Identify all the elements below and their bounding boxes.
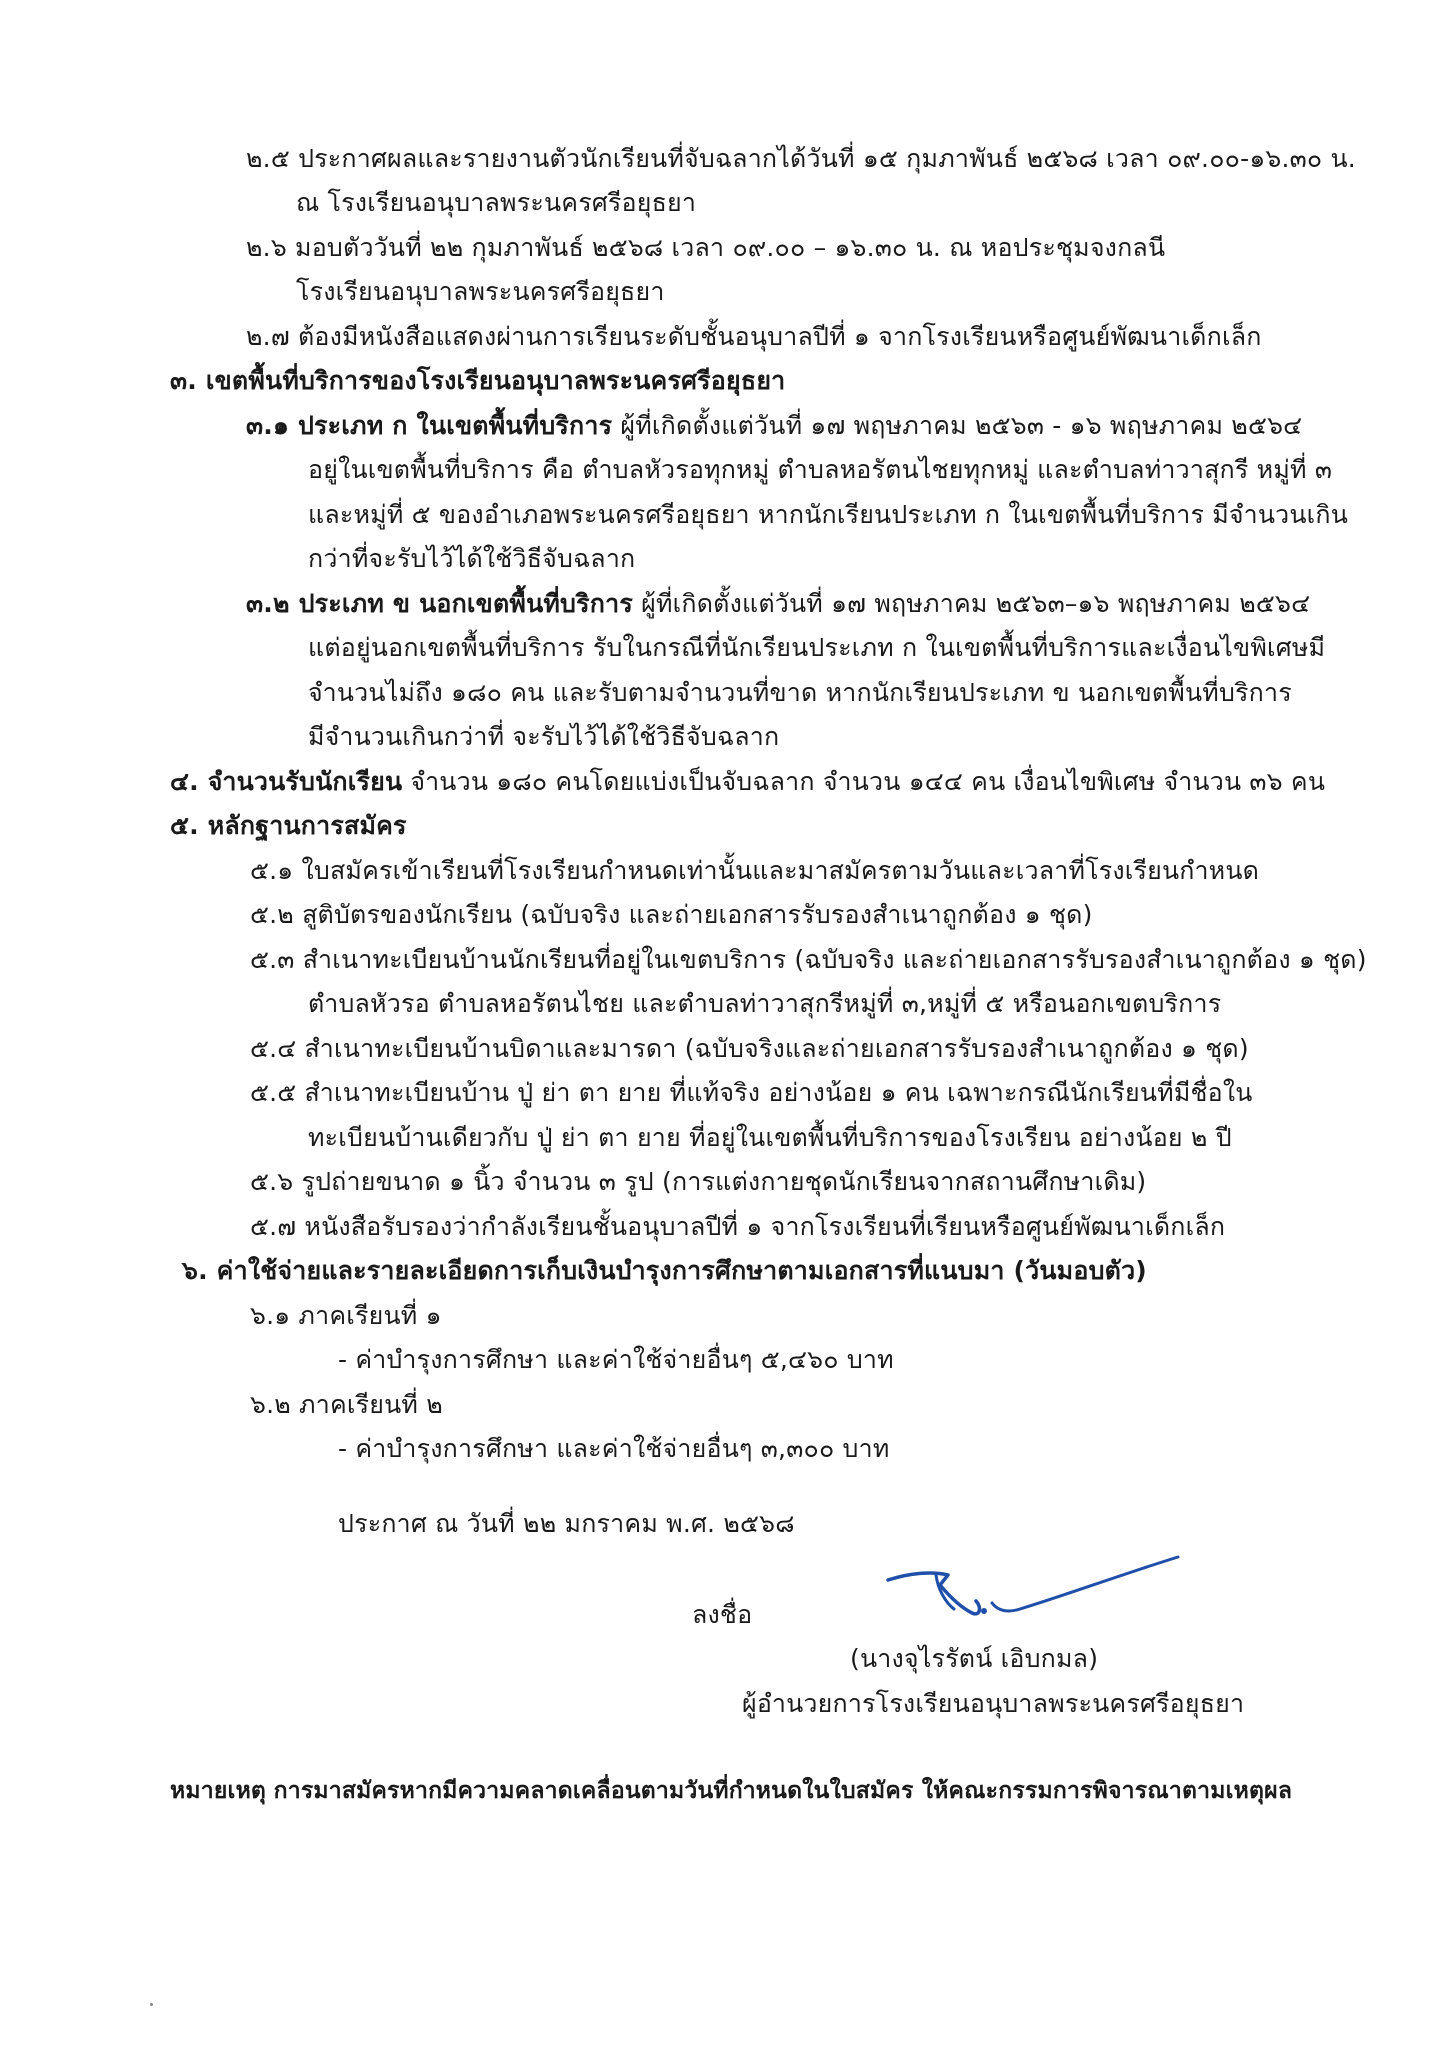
item-3-1-line-3: และหมู่ที่ ๕ ของอำเภอพระนครศรีอยุธยา หากนักเรียนประเภท ก ในเขตพื้นที่บริการ มีจำนวนเกิน xyxy=(308,500,1349,529)
section-4-text: จำนวน ๑๘๐ คนโดยแบ่งเป็นจับฉลาก จำนวน ๑๔๔ คน เงื่อนไขพิเศษ จำนวน ๓๖ คน xyxy=(410,767,1326,796)
item-2-6-line-2: โรงเรียนอนุบาลพระนครศรีอยุธยา xyxy=(296,277,665,306)
item-5-1: ๕.๑ ใบสมัครเข้าเรียนที่โรงเรียนกำหนดเท่านั้นและมาสมัครตามวันและเวลาที่โรงเรียนกำหนด xyxy=(250,856,1260,885)
item-3-1-line-2: อยู่ในเขตพื้นที่บริการ คือ ตำบลหัวรอทุกหมู่ ตำบลหอรัตนไชยทุกหมู่ และตำบลท่าวาสุกรี หมู่ที่ ๓ xyxy=(308,455,1333,484)
item-5-7: ๕.๗ หนังสือรับรองว่ากำลังเรียนชั้นอนุบาลปีที่ ๑ จากโรงเรียนที่เรียนหรือศูนย์พัฒนาเด็กเล็ก xyxy=(250,1212,1226,1241)
item-3-2-line-3: จำนวนไม่ถึง ๑๘๐ คน และรับตามจำนวนที่ขาด หากนักเรียนประเภท ข นอกเขตพื้นที่บริการ xyxy=(308,678,1292,707)
footnote-label: หมายเหตุ xyxy=(170,1778,267,1804)
section-4 xyxy=(170,765,1325,799)
section-6-heading: ๖. ค่าใช้จ่ายและรายละเอียดการเก็บเงินบำรุงการศึกษาตามเอกสารที่แนบมา (วันมอบตัว) xyxy=(182,1256,1147,1285)
item-6-1-fee: - ค่าบำรุงการศึกษา และค่าใช้จ่ายอื่นๆ ๕,๔๖๐ บาท xyxy=(338,1345,894,1374)
item-5-5-line-1: ๕.๕ สำเนาทะเบียนบ้าน ปู่ ย่า ตา ยาย ที่แท้จริง อย่างน้อย ๑ คน เฉพาะกรณีนักเรียนที่มีชื่อใน xyxy=(250,1078,1253,1107)
item-3-1-heading: ๓.๑ ประเภท ก ในเขตพื้นที่บริการ xyxy=(246,411,613,440)
item-5-3-line-1: ๕.๓ สำเนาทะเบียนบ้านนักเรียนที่อยู่ในเขตบริการ (ฉบับจริง และถ่ายเอกสารรับรองสำเนาถูกต้อง ๑ ชุด) xyxy=(250,945,1367,974)
section-3-heading: ๓. เขตพื้นที่บริการของโรงเรียนอนุบาลพระนครศรีอยุธยา xyxy=(170,366,786,395)
item-2-7: ๒.๗ ต้องมีหนังสือแสดงผ่านการเรียนระดับชั้นอนุบาลปีที่ ๑ จากโรงเรียนหรือศูนย์พัฒนาเด็กเล็ก xyxy=(246,322,1262,351)
item-2-6-line-1: ๒.๖ มอบตัววันที่ ๒๒ กุมภาพันธ์ ๒๕๖๘ เวลา ๐๙.๐๐ – ๑๖.๓๐ น. ณ หอประชุมจงกลนี xyxy=(246,233,1166,262)
signer-name: (นางจุไรรัตน์ เอิบกมล) xyxy=(850,1644,1099,1673)
item-3-1-line-1 xyxy=(246,409,1302,443)
signer-title: ผู้อำนวยการโรงเรียนอนุบาลพระนครศรีอยุธยา xyxy=(742,1689,1245,1718)
item-3-1-line-4: กว่าที่จะรับไว้ได้ใช้วิธีจับฉลาก xyxy=(308,544,636,573)
item-2-5-line-1: ๒.๕ ประกาศผลและรายงานตัวนักเรียนที่จับฉลากได้วันที่ ๑๕ กุมภาพันธ์ ๒๕๖๘ เวลา ๐๙.๐๐-๑๖.๓๐ น. xyxy=(246,144,1356,173)
item-5-5-line-2: ทะเบียนบ้านเดียวกับ ปู่ ย่า ตา ยาย ที่อยู่ในเขตพื้นที่บริการของโรงเรียน อย่างน้อย ๒ ปี xyxy=(308,1123,1232,1152)
footnote xyxy=(170,1774,1292,1808)
item-3-2-line-1 xyxy=(246,587,1310,621)
sign-label: ลงชื่อ xyxy=(692,1600,753,1629)
section-4-heading: ๔. จำนวนรับนักเรียน xyxy=(170,767,403,796)
item-5-4: ๕.๔ สำเนาทะเบียนบ้านบิดาและมารดา (ฉบับจริงและถ่ายเอกสารรับรองสำเนาถูกต้อง ๑ ชุด) xyxy=(250,1034,1249,1063)
announcement-date: ประกาศ ณ วันที่ ๒๒ มกราคม พ.ศ. ๒๕๖๘ xyxy=(338,1509,795,1538)
item-5-3-line-2: ตำบลหัวรอ ตำบลหอรัตนไชย และตำบลท่าวาสุกรีหมู่ที่ ๓,หมู่ที่ ๕ หรือนอกเขตบริการ xyxy=(308,989,1222,1018)
section-5-heading: ๕. หลักฐานการสมัคร xyxy=(170,811,407,840)
item-5-2: ๕.๒ สูติบัตรของนักเรียน (ฉบับจริง และถ่ายเอกสารรับรองสำเนาถูกต้อง ๑ ชุด) xyxy=(250,900,1093,929)
item-3-2-line-2: แต่อยู่นอกเขตพื้นที่บริการ รับในกรณีที่นักเรียนประเภท ก ในเขตพื้นที่บริการและเงื่อนไขพิเศษมี xyxy=(308,633,1326,662)
item-3-2-heading: ๓.๒ ประเภท ข นอกเขตพื้นที่บริการ xyxy=(246,589,633,618)
item-6-2: ๖.๒ ภาคเรียนที่ ๒ xyxy=(250,1390,443,1419)
footnote-text: การมาสมัครหากมีความคลาดเคลื่อนตามวันที่กำหนดในใบสมัคร ให้คณะกรรมการพิจารณาตามเหตุผล xyxy=(273,1778,1293,1804)
item-6-2-fee: - ค่าบำรุงการศึกษา และค่าใช้จ่ายอื่นๆ ๓,๓๐๐ บาท xyxy=(338,1434,890,1463)
item-3-1-text: ผู้ที่เกิดตั้งแต่วันที่ ๑๗ พฤษภาคม ๒๕๖๓ - ๑๖ พฤษภาคม ๒๕๖๔ xyxy=(620,411,1303,440)
item-5-6: ๕.๖ รูปถ่ายขนาด ๑ นิ้ว จำนวน ๓ รูป (การแต่งกายชุดนักเรียนจากสถานศึกษาเดิม) xyxy=(250,1167,1147,1196)
item-3-2-line-4: มีจำนวนเกินกว่าที่ จะรับไว้ได้ใช้วิธีจับฉลาก xyxy=(308,722,780,751)
item-2-5-line-2: ณ โรงเรียนอนุบาลพระนครศรีอยุธยา xyxy=(296,188,697,217)
scan-speck xyxy=(150,2003,153,2006)
item-6-1: ๖.๑ ภาคเรียนที่ ๑ xyxy=(250,1301,442,1330)
item-3-2-text: ผู้ที่เกิดตั้งแต่วันที่ ๑๗ พฤษภาคม ๒๕๖๓–๑๖ พฤษภาคม ๒๕๖๔ xyxy=(641,589,1311,618)
signature-image xyxy=(880,1545,1200,1635)
